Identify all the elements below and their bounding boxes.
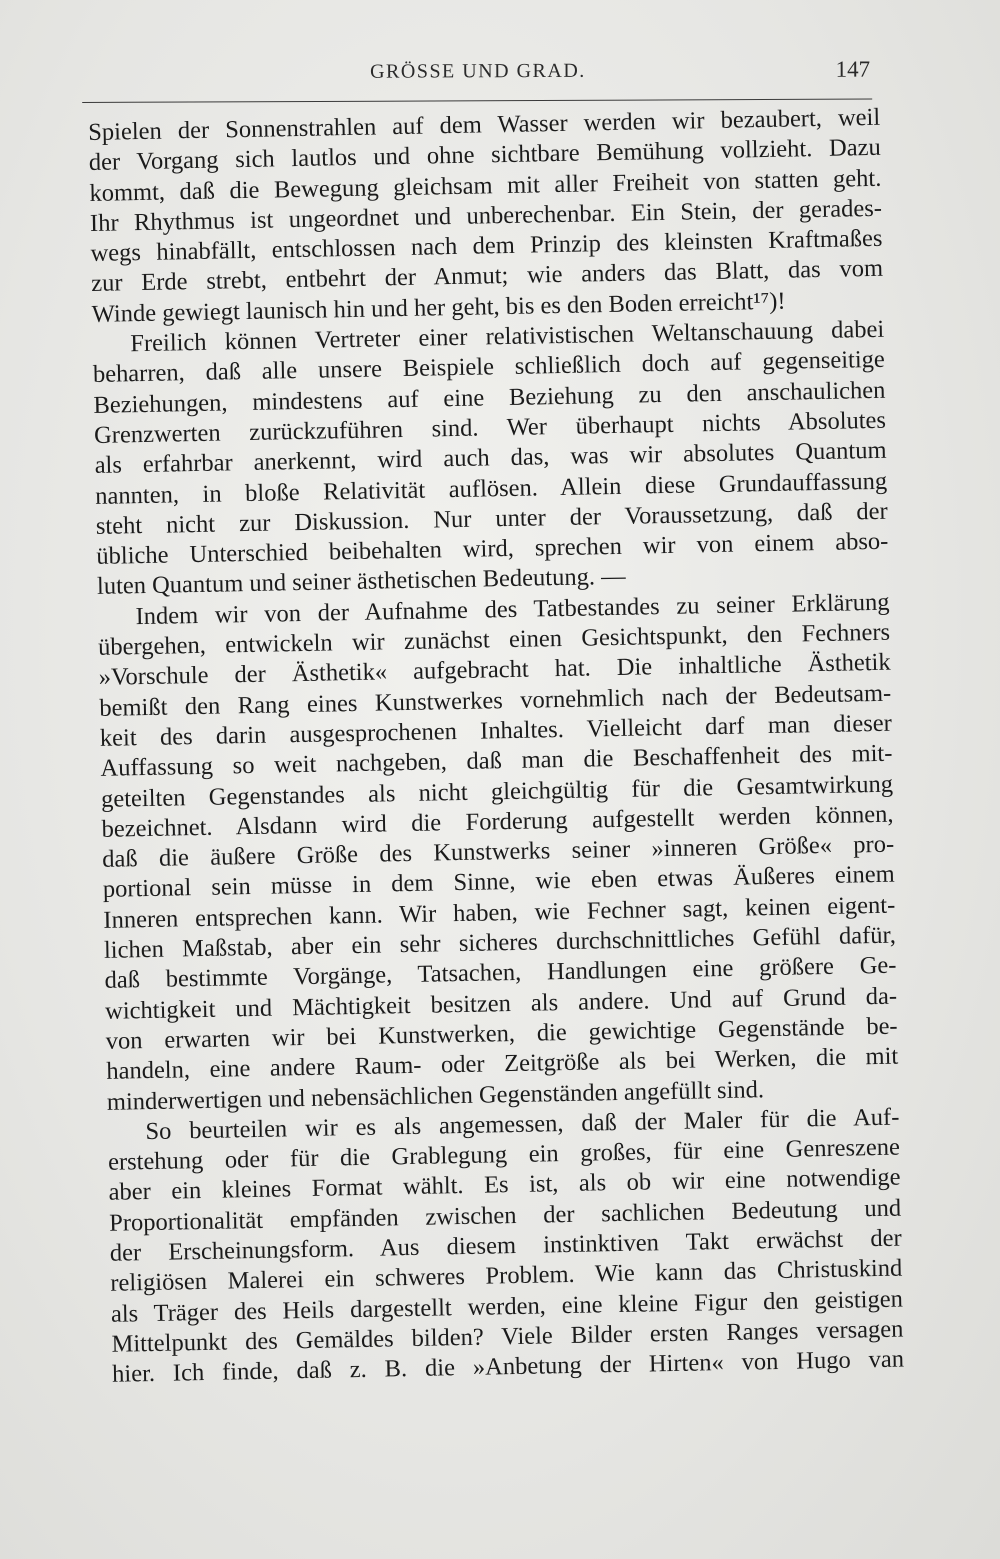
- text-line: zur Erde strebt, entbehrt der Anmut; wie anders das Blatt, das vom: [90, 255, 884, 298]
- text-line: luten Quantum und seiner ästhetischen Bedeutung. —: [96, 563, 626, 601]
- page-header: [82, 55, 872, 103]
- text-line: kommt, daß die Bewegung gleichsam mit aller Freiheit von statten geht.: [89, 164, 882, 207]
- running-title: GRÖSSE UND GRAD.: [370, 59, 586, 83]
- text-line: hier. Ich finde, daß z. B. die »Anbetung der Hirten« von Hugo van: [111, 1345, 905, 1388]
- text-line: als Träger des Heils dargestellt werden, eine kleine Figur den geistigen: [110, 1285, 904, 1328]
- text-line: übliche Unterschied beibehalten wird, sprechen wir von einem abso-: [96, 527, 889, 571]
- text-line: keit des darin ausgesprochenen Inhaltes. Vielleicht darf man dieser: [99, 709, 893, 752]
- text-line: Spielen der Sonnenstrahlen auf dem Wasser werden wir bezaubert, weil: [88, 103, 881, 146]
- text-line: geteilten Gegenstandes als nicht gleichgültig für die Gesamtwirkung: [100, 770, 894, 813]
- text-line: Inneren entsprechen kann. Wir haben, wie Fechner sagt, keinen eigent-: [103, 891, 896, 934]
- paragraph-start-line: So beurteilen wir es als angemessen, daß der Maler für die Auf-: [145, 1103, 900, 1145]
- text-line: als erfahrbar anerkennt, wird auch das, was wir absolutes Quantum: [94, 436, 887, 480]
- text-line: beharren, daß alle unsere Beispiele schließlich doch auf gegenseitige: [92, 346, 886, 389]
- text-line: wichtigkeit und Mächtigkeit besitzen als andere. Und auf Grund da-: [104, 982, 898, 1025]
- text-line: Auffassung so weit nachgeben, daß man die Beschaffenheit des mit-: [100, 739, 893, 783]
- text-line: handeln, eine andere Raum- oder Zeitgröße als bei Werken, die mit: [106, 1042, 899, 1086]
- text-line: bemißt den Rang eines Kunstwerkes vornehmlich nach der Bedeutsam-: [99, 679, 892, 722]
- text-line: bezeichnet. Alsdann wird die Forderung aufgestellt werden können,: [101, 800, 894, 843]
- text-line: Proportionalität empfänden zwischen der sachlichen Bedeutung und: [108, 1194, 902, 1237]
- text-line: Beziehungen, mindestens auf eine Beziehung zu den anschaulichen: [93, 376, 886, 419]
- text-line: wegs hinabfällt, entschlossen nach dem Prinzip des kleinsten Kraftmaßes: [90, 224, 883, 268]
- text-line: Ihr Rhythmus ist ungeordnet und unberechenbar. Ein Stein, der gerades-: [89, 194, 883, 237]
- paragraph-start-line: Indem wir von der Aufnahme des Tatbestandes zu seiner Erklärung: [135, 588, 890, 630]
- text-line: steht nicht zur Diskussion. Nur unter der Voraussetzung, daß der: [95, 497, 888, 540]
- text-line: religiösen Malerei ein schweres Problem. Wie kann das Christuskind: [110, 1254, 903, 1298]
- text-line: daß die äußere Größe des Kunstwerks seiner »inneren Größe« pro-: [101, 830, 895, 873]
- text-line: lichen Maßstab, aber ein sehr sicheres durchschnittliches Gefühl dafür,: [103, 921, 897, 964]
- text-line: erstehung oder für die Grablegung ein großes, für eine Genreszene: [107, 1133, 901, 1176]
- text-line: der Erscheinungsform. Aus diesem instinktiven Takt erwächst der: [109, 1224, 902, 1267]
- paragraph-start-line: Freilich können Vertreter einer relativistischen Weltanschauung dabei: [130, 315, 885, 358]
- text-line: portional sein müsse in dem Sinne, wie eben etwas Äußeres einem: [102, 861, 895, 904]
- text-line: von erwarten wir bei Kunstwerken, die gewichtige Gegenstände be-: [105, 1012, 898, 1055]
- text-line: Mittelpunkt des Gemäldes bilden? Viele Bilder ersten Ranges versagen: [111, 1315, 904, 1358]
- text-line: Grenzwerten zurückzuführen sind. Wer überhaupt nichts Absolutes: [93, 406, 887, 449]
- text-line: nannten, in bloße Relativität auflösen. Allein diese Grundauffassung: [94, 467, 888, 510]
- text-line: Winde gewiegt launisch hin und her geht, bis es den Boden erreicht¹⁷)!: [91, 287, 786, 328]
- text-line: daß bestimmte Vorgänge, Tatsachen, Handlungen eine größere Ge-: [104, 951, 897, 995]
- body-text: [88, 103, 904, 1390]
- page-number: 147: [835, 56, 871, 82]
- text-line: minderwertigen und nebensächlichen Gegenständen angefüllt sind.: [106, 1075, 765, 1116]
- text-line: der Vorgang sich lautlos und ohne sichtbare Bemühung vollzieht. Dazu: [88, 134, 881, 177]
- text-line: »Vorschule der Ästhetik« aufgebracht hat. Die inhaltliche Ästhetik: [98, 649, 891, 692]
- text-line: aber ein kleines Format wählt. Es ist, als ob wir eine notwendige: [108, 1163, 901, 1207]
- text-line: übergehen, entwickeln wir zunächst einen Gesichtspunkt, den Fechners: [97, 618, 891, 661]
